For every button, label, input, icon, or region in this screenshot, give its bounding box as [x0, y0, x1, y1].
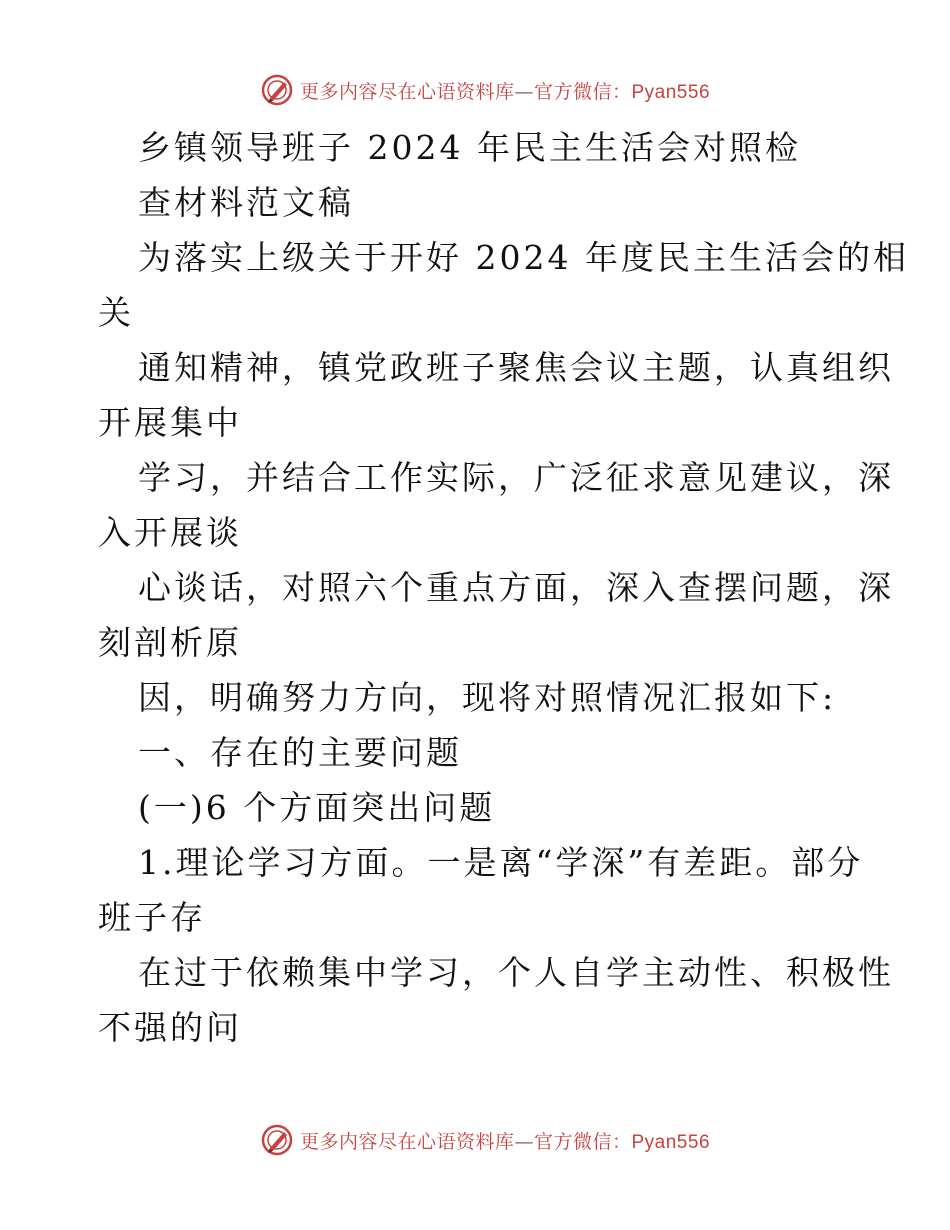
watermark-text: [300, 77, 710, 104]
document-body: [98, 120, 909, 1055]
watermark-wechat-id: Pyan556: [631, 1131, 711, 1153]
doc-line: 开展集中: [98, 403, 242, 442]
watermark-site-name: 更多内容尽在心语资料库: [299, 1130, 515, 1153]
subsection-heading: (一)6 个方面突出问题: [138, 788, 496, 827]
doc-line: 关: [98, 293, 134, 332]
doc-line: 通知精神，镇党政班子聚焦会议主题，认真组织: [138, 348, 894, 387]
header-watermark: [0, 70, 950, 110]
doc-line: 班子存: [98, 898, 206, 937]
footer-watermark: [0, 1120, 950, 1160]
watermark-wechat-label: 官方微信：: [533, 80, 632, 103]
doc-line: 因，明确努力方向，现将对照情况汇报如下:: [138, 678, 837, 717]
watermark-group: [260, 73, 710, 107]
doc-line: 不强的问: [98, 1008, 242, 1047]
doc-line: 刻剖析原: [98, 623, 242, 662]
pen-seal-logo-icon: [260, 73, 294, 107]
section-heading: 一、存在的主要问题: [138, 733, 462, 772]
doc-line: 心谈话，对照六个重点方面，深入查摆问题，深: [138, 568, 894, 607]
watermark-group: [260, 1123, 710, 1157]
doc-line: 乡镇领导班子 2024 年民主生活会对照检: [138, 128, 801, 167]
watermark-site-name: 更多内容尽在心语资料库: [299, 80, 515, 103]
pen-seal-logo-icon: [260, 1123, 294, 1157]
doc-line: 学习，并结合工作实际，广泛征求意见建议，深: [138, 458, 894, 497]
watermark-wechat-id: Pyan556: [631, 81, 711, 103]
doc-line: 在过于依赖集中学习，个人自学主动性、积极性: [138, 953, 894, 992]
watermark-wechat-label: 官方微信：: [533, 1130, 632, 1153]
watermark-dash: —: [514, 1130, 534, 1153]
doc-line: 为落实上级关于开好 2024 年度民主生活会的相: [138, 238, 909, 277]
watermark-text: [300, 1127, 710, 1154]
doc-line: 1.理论学习方面。一是离“学深”有差距。部分: [138, 843, 864, 882]
doc-line: 查材料范文稿: [138, 183, 354, 222]
watermark-dash: —: [514, 80, 534, 103]
doc-line: 入开展谈: [98, 513, 242, 552]
